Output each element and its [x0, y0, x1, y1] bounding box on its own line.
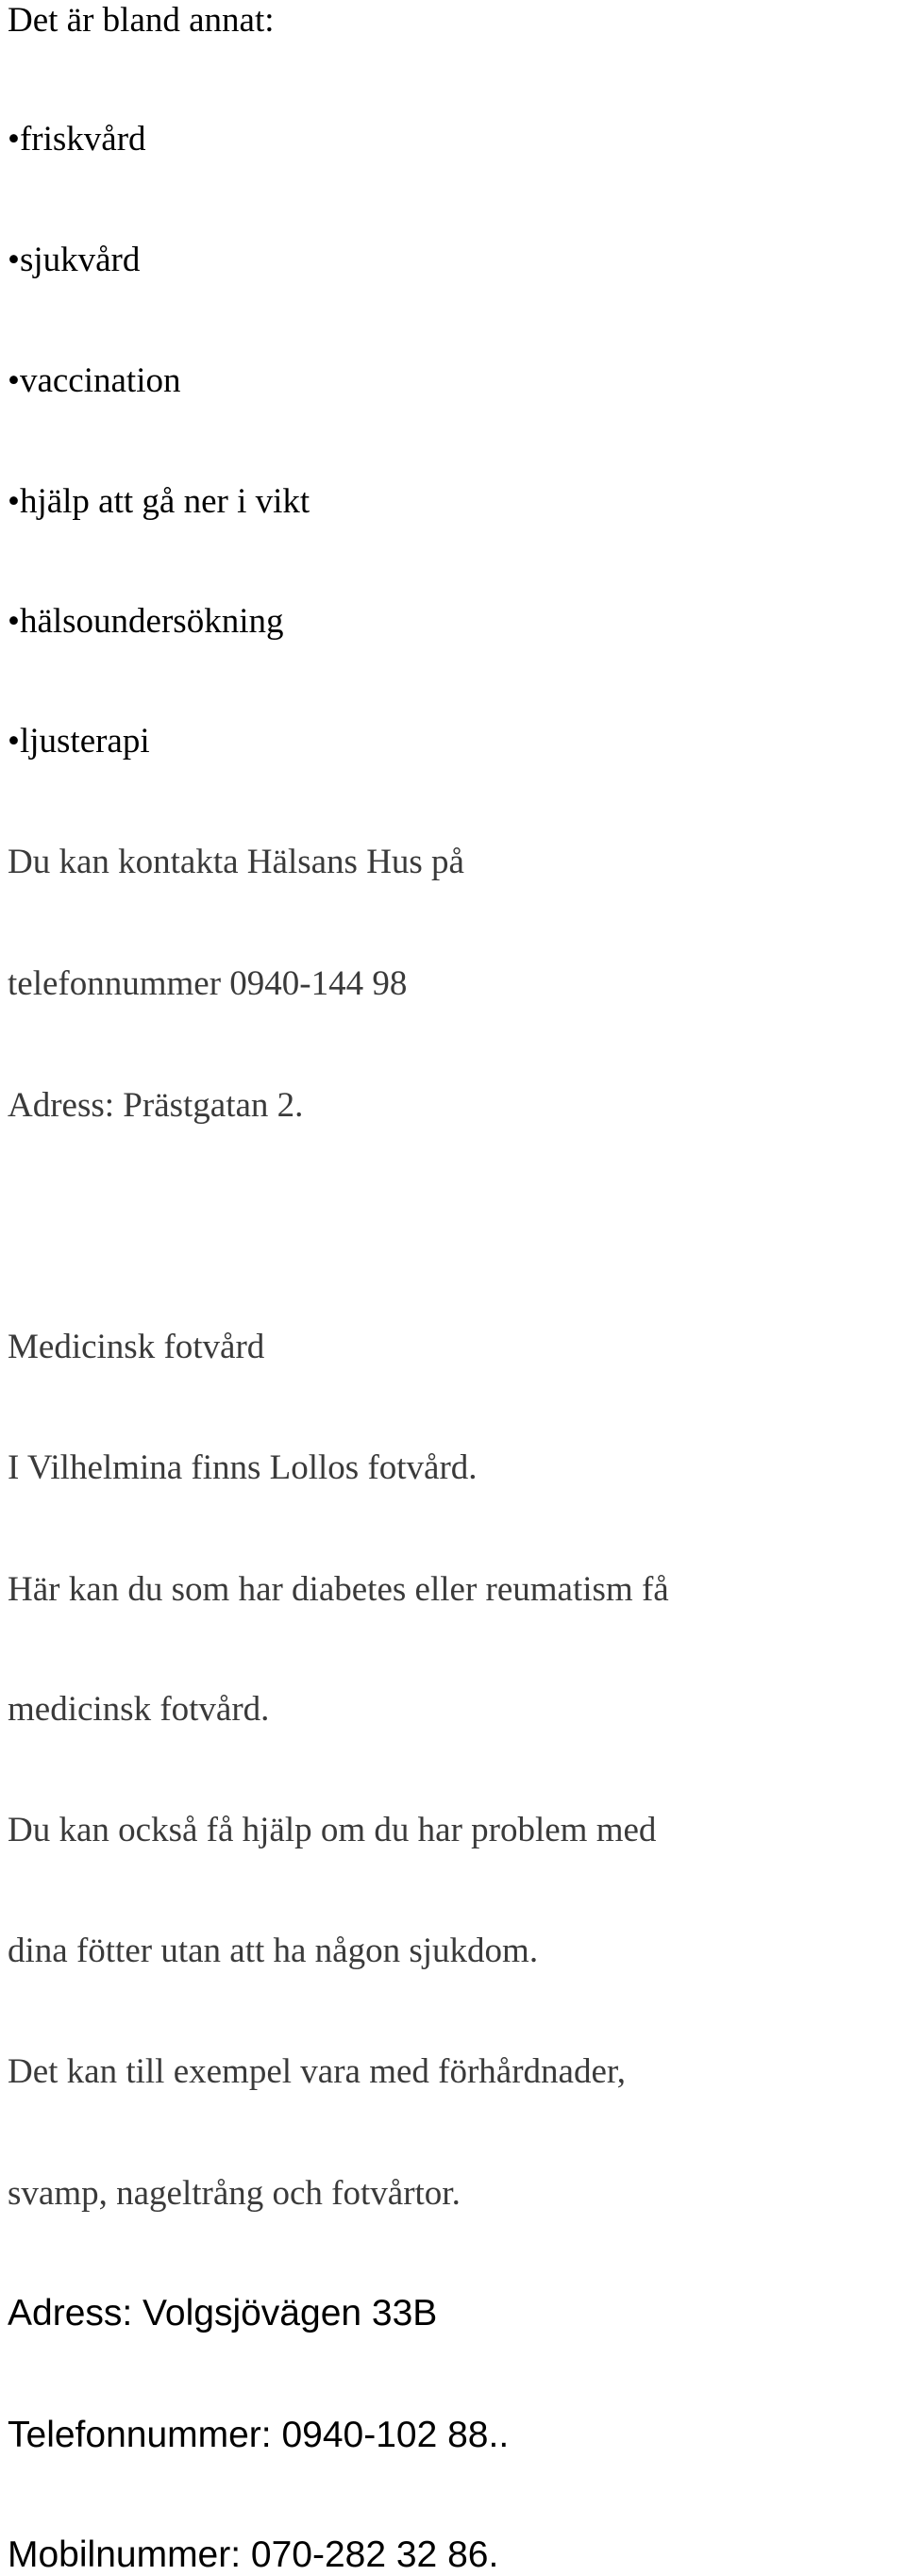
- phone-text: telefonnummer 0940-144 98: [8, 964, 408, 1003]
- list-item: •vaccination: [8, 361, 181, 400]
- paragraph-line: svamp, nageltrång och fotvårtor.: [8, 2174, 461, 2213]
- address-text: Adress: Volgsjövägen 33B: [8, 2293, 438, 2333]
- paragraph-line: I Vilhelmina finns Lollos fotvård.: [8, 1448, 478, 1487]
- paragraph-line: Här kan du som har diabetes eller reumatism få: [8, 1570, 669, 1609]
- list-item: •hälsoundersökning: [8, 602, 284, 641]
- address-text: Adress: Prästgatan 2.: [8, 1086, 304, 1125]
- paragraph-line: Det kan till exempel vara med förhårdnader,: [8, 2052, 626, 2091]
- list-item: •sjukvård: [8, 241, 141, 279]
- contact-text: Du kan kontakta Hälsans Hus på: [8, 843, 464, 881]
- paragraph-line: dina fötter utan att ha någon sjukdom.: [8, 1932, 539, 1970]
- paragraph-line: medicinsk fotvård.: [8, 1690, 270, 1729]
- mobile-text: Mobilnummer: 070-282 32 86.: [8, 2534, 499, 2575]
- phone-text: Telefonnummer: 0940-102 88..: [8, 2415, 510, 2455]
- list-item: •hjälp att gå ner i vikt: [8, 482, 310, 521]
- section-heading: Medicinsk fotvård: [8, 1328, 265, 1366]
- list-item: •ljusterapi: [8, 722, 150, 761]
- list-item: •friskvård: [8, 120, 146, 159]
- paragraph-line: Du kan också få hjälp om du har problem med: [8, 1811, 657, 1849]
- intro-text: Det är bland annat:: [8, 1, 275, 40]
